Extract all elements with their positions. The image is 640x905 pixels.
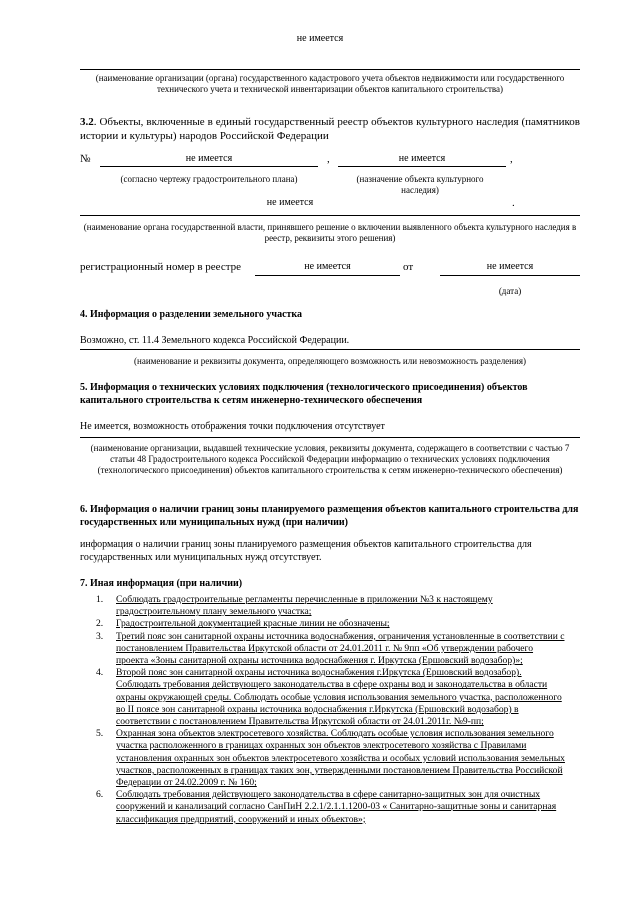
from-label: от xyxy=(403,261,414,273)
period: . xyxy=(512,197,515,209)
section-3-2-text xyxy=(80,115,580,143)
purpose-caption: (назначение объекта культурного наследия) xyxy=(356,174,484,195)
section-5-heading: 5. Информация о технических условиях подключения (технологического присоединения) объектов капитального строительства к сетям инженерно-технического обеспечения xyxy=(80,382,528,406)
section-3-2-number: 3.2 xyxy=(80,116,94,128)
section-6-heading: 6. Информация о наличии границ зоны планируемого размещения объектов капитального строительства для государственных или муниципальных нужд (при наличии) xyxy=(80,504,579,528)
section-4-text: Возможно, ст. 11.4 Земельного кодекса Российской Федерации. xyxy=(80,335,350,346)
section-6-text: информация о наличии границ зоны планируемого размещения объектов капитального строительства для государственных или муниципальных нужд отсутствует. xyxy=(80,539,532,563)
list-item-text: Охранная зона объектов электросетевого хозяйства. Соблюдать особые условия использования земельного участка расположенного в границах охранных зон объектов электросетевого хозяйства с Правилами установления охранных зон объектов электросетевого хозяйства и особых условий использования земельных участков, расположенных в границах таких зон, утвержденными постановлением Правительства Российской Федерации от 24.02.2009 г. № 160; xyxy=(116,728,565,789)
number-label: № xyxy=(80,153,91,165)
list-item-number: 5. xyxy=(96,728,104,740)
list-item-number: 6. xyxy=(96,789,104,801)
comma: , xyxy=(510,153,513,165)
date-value: не имеется xyxy=(486,261,534,272)
list-item xyxy=(86,728,566,789)
list-item xyxy=(86,789,566,826)
registry-value: не имеется xyxy=(304,261,351,272)
list-item xyxy=(86,594,566,618)
section-4-caption: (наименование и реквизиты документа, определяющего возможность или невозможность разделения) xyxy=(134,356,526,366)
date-caption: (дата) xyxy=(498,286,522,296)
list-item-number: 3. xyxy=(96,630,104,642)
org-caption: (наименование организации (органа) государственного кадастрового учета объектов недвижимости или государственного технического учета и технической инвентаризации объектов капитального строительства) xyxy=(95,73,565,94)
list-item-text: Градостроительной документацией красные линии не обозначены; xyxy=(116,618,390,630)
date-line xyxy=(440,275,580,276)
plan-number-line xyxy=(100,166,318,167)
section-3-2-body: . Объекты, включенные в единый государственный реестр объектов культурного наследия (памятников истории и культуры) народов Российской Федерации xyxy=(80,116,580,142)
divider xyxy=(80,69,580,70)
comma: , xyxy=(327,153,330,165)
list-item-number: 2. xyxy=(96,618,104,630)
section-5-line xyxy=(80,437,580,438)
section-4-line xyxy=(80,349,580,350)
list-item xyxy=(86,618,566,630)
list-item-text: Соблюдать требования действующего законодательства в сфере санитарно-защитных зон для очистных сооружений и канализаций согласно СанПиН 2.2.1/2.1.1.1200-03 « Санитарно-защитные зоны и санитарная классификация предприятий, сооружений и иных объектов»; xyxy=(116,789,557,825)
authority-caption: (наименование органа государственной власти, принявшего решение о включении выявленного объекта культурного наследия в реестр, реквизиты этого решения) xyxy=(83,222,577,243)
purpose-value: не имеется xyxy=(398,153,446,164)
purpose-line xyxy=(338,166,506,167)
plan-number-value: не имеется xyxy=(185,153,233,164)
authority-line xyxy=(80,215,580,216)
list-item-number: 4. xyxy=(96,667,104,679)
list-item-text: Третий пояс зон санитарной охраны источника водоснабжения, ограничения установленные в соответствии с постановлением Правительства Иркутской области от 24.01.2011 г. № 9пп «Об утверждении рабочего проекта «Зоны санитарной охраны источника водоснабжения г. Иркутска (Ершовский водозабор)»; xyxy=(116,630,565,667)
section-5-text: Не имеется, возможность отображения точки подключения отсутствует xyxy=(80,421,385,432)
authority-value: не имеется xyxy=(266,197,314,208)
plan-caption: (согласно чертежу градостроительного плана) xyxy=(120,174,298,184)
org-value: не имеется xyxy=(296,33,344,44)
section-7-heading: 7. Иная информация (при наличии) xyxy=(80,578,243,589)
list-item-text: Соблюдать градостроительные регламенты перечисленные в приложении №3 к настоящему градостроительному плану земельного участка; xyxy=(116,594,493,618)
list-item-number: 1. xyxy=(96,594,104,605)
section-5-caption: (наименование организации, выдавшей технические условия, реквизиты документа, содержащего в соответствии с частью 7 статьи 48 Градостроительного кодекса Российской Федерации информацию о технических условиях подключения (технологического присоединения) объектов капитального строительства к сетям инженерно-технического обеспечения) xyxy=(90,443,570,475)
list-item-text: Второй пояс зон санитарной охраны источника водоснабжения г.Иркутска (Ершовский водозабор). Соблюдать требования действующего законодательства в сфере охраны вод и законодательства в области охраны окружающей среды. Соблюдать особые условия использования земельного участка, расположенного во II поясе зон санитарной охраны источника водоснабжения г.Иркутска (Ершовский водозабор) в соответствии с постановлением Правительства Иркутской области от 24.01.2011г. №9-пп; xyxy=(116,667,562,728)
section-4-heading: 4. Информация о разделении земельного участка xyxy=(80,309,303,320)
registry-line xyxy=(255,275,400,276)
list-item xyxy=(86,631,566,668)
registry-label: регистрационный номер в реестре xyxy=(80,261,242,273)
other-info-list xyxy=(86,594,566,826)
list-item xyxy=(86,667,566,728)
